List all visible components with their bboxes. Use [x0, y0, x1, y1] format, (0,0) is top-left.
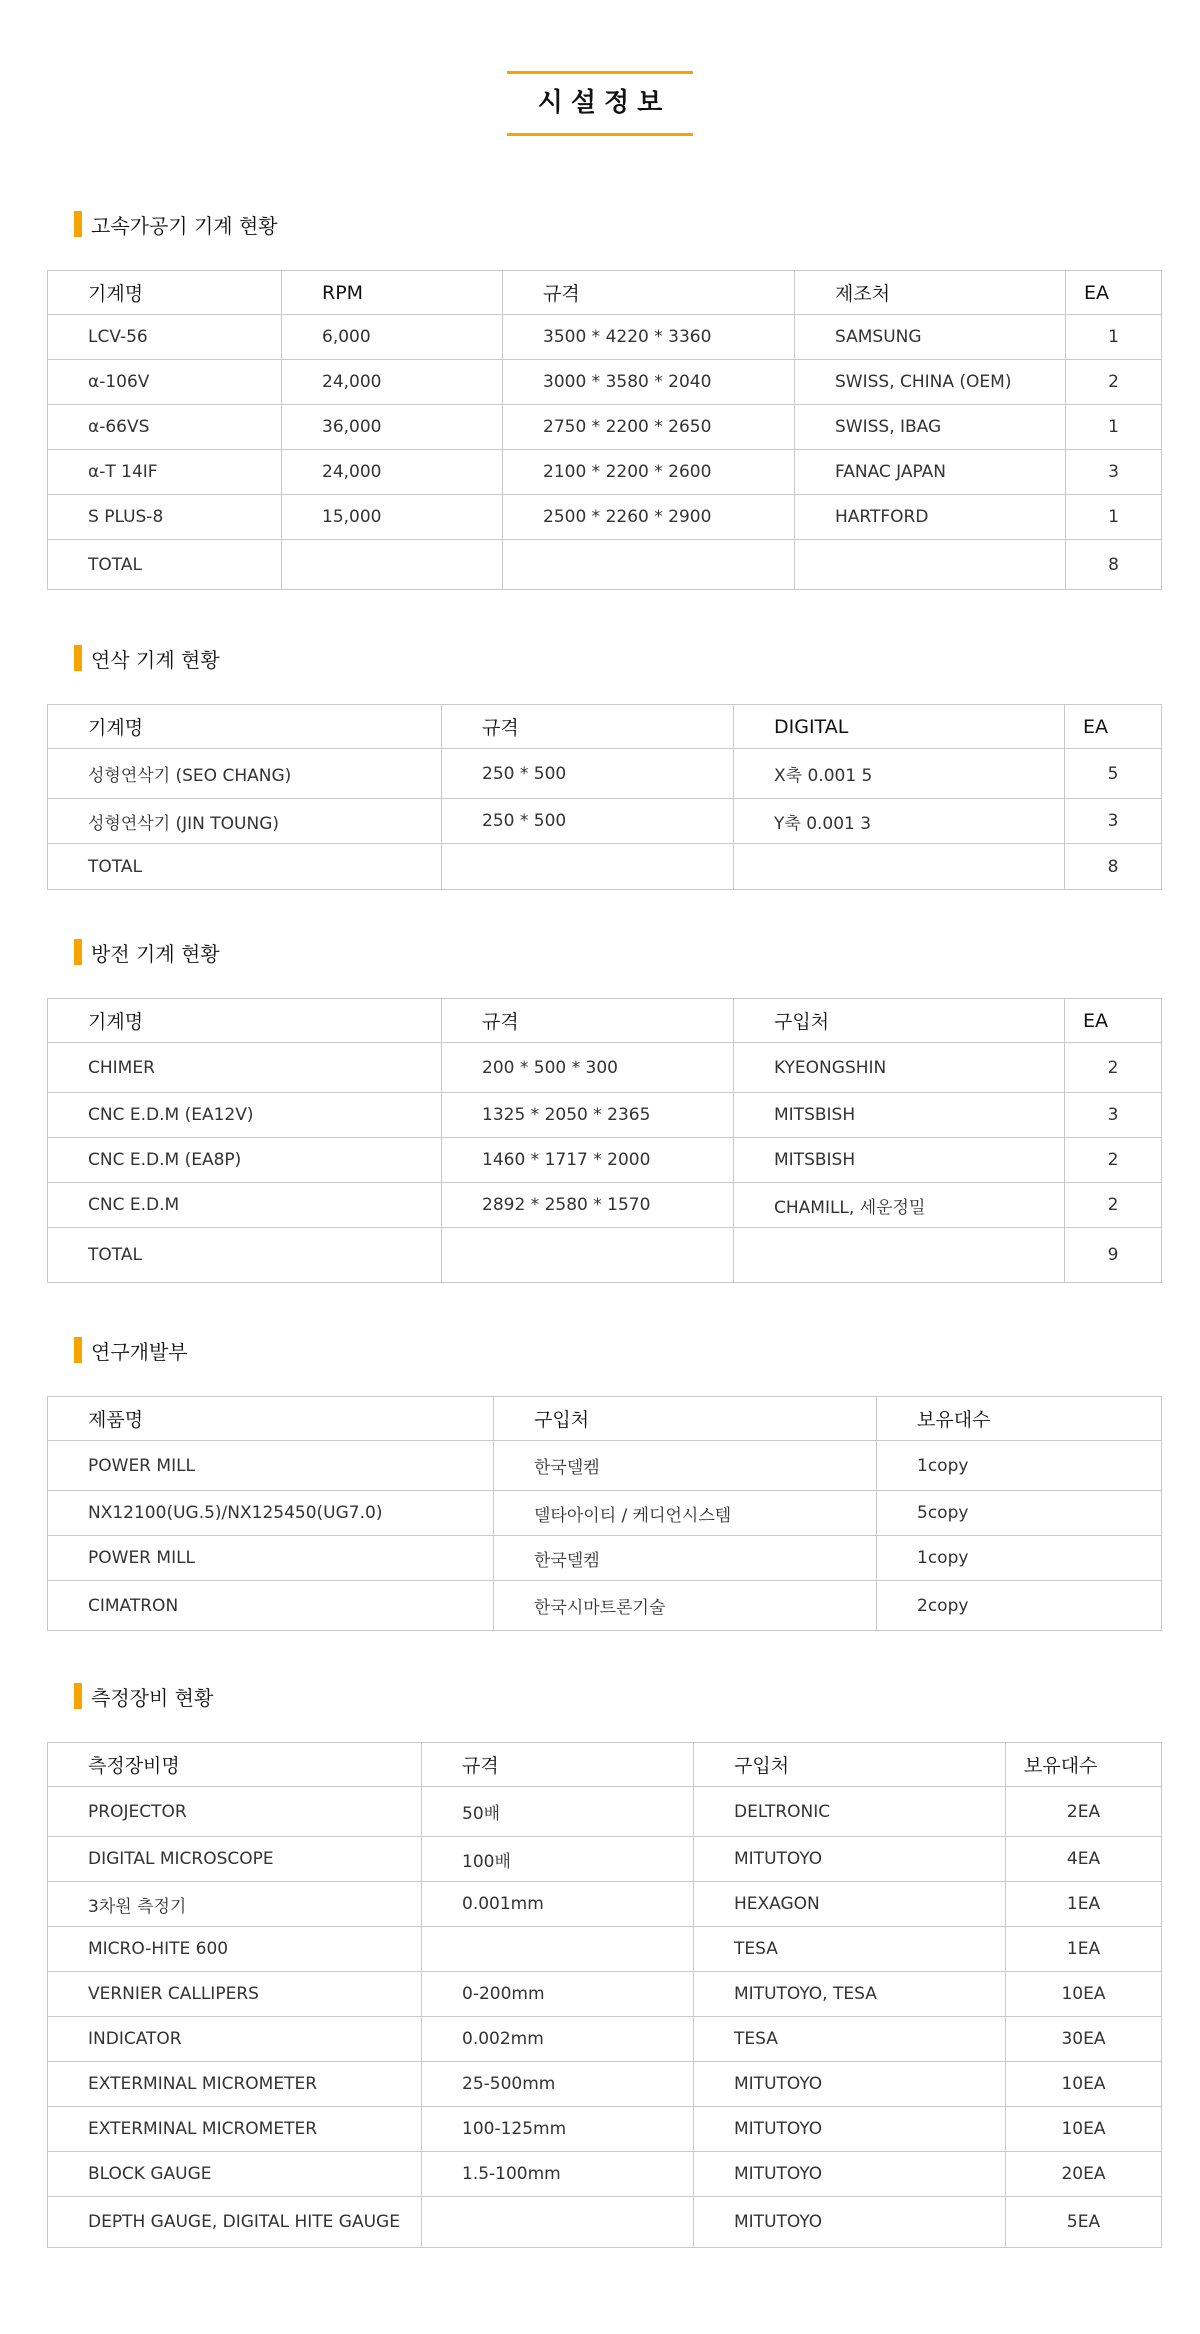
table-row — [48, 1837, 1162, 1882]
table-row — [48, 799, 1162, 844]
table-cell: 4EA — [1006, 1837, 1162, 1882]
column-header: 규격 — [422, 1743, 694, 1787]
table-cell: SAMSUNG — [795, 315, 1066, 360]
table-row — [48, 2017, 1162, 2062]
table-cell: 8 — [1065, 844, 1162, 890]
table-row — [48, 1093, 1162, 1138]
table-cell: POWER MILL — [48, 1441, 494, 1491]
table-row — [48, 495, 1162, 540]
table-cell: 1 — [1066, 495, 1162, 540]
table-cell: POWER MILL — [48, 1536, 494, 1581]
table-cell: 한국델켐 — [494, 1536, 877, 1581]
table-cell: 2EA — [1006, 1787, 1162, 1837]
total-row — [48, 844, 1162, 890]
table-cell: 9 — [1065, 1228, 1162, 1283]
section-title: 연삭 기계 현황 — [91, 647, 220, 672]
table-cell: CIMATRON — [48, 1581, 494, 1631]
table-cell: S PLUS-8 — [48, 495, 282, 540]
table-cell: TOTAL — [48, 1228, 442, 1283]
table-cell: 한국델켐 — [494, 1441, 877, 1491]
table-cell: 성형연삭기 (SEO CHANG) — [48, 749, 442, 799]
table-cell: 25-500mm — [422, 2062, 694, 2107]
table-header-row — [48, 1397, 1162, 1441]
table-cell — [442, 844, 734, 890]
table-cell: Y축 0.001 3 — [734, 799, 1065, 844]
table-cell: NX12100(UG.5)/NX125450(UG7.0) — [48, 1491, 494, 1536]
table-cell: MITSBISH — [734, 1093, 1065, 1138]
table-cell: 10EA — [1006, 2107, 1162, 2152]
table-cell: 6,000 — [282, 315, 503, 360]
table-cell: 0-200mm — [422, 1972, 694, 2017]
table-edm — [47, 998, 1162, 1283]
table-row — [48, 1927, 1162, 1972]
section-header-rnd — [74, 1337, 188, 1363]
table-cell: MITUTOYO — [694, 2062, 1006, 2107]
table-cell: 3 — [1066, 450, 1162, 495]
table-cell: CHAMILL, 세운정밀 — [734, 1183, 1065, 1228]
column-header: 기계명 — [48, 999, 442, 1043]
table-cell — [422, 1927, 694, 1972]
table-cell: MITSBISH — [734, 1138, 1065, 1183]
table-cell: HEXAGON — [694, 1882, 1006, 1927]
table-cell: 2 — [1065, 1043, 1162, 1093]
table-grinding — [47, 704, 1162, 890]
table-cell: 2100 * 2200 * 2600 — [503, 450, 795, 495]
table-cell: HARTFORD — [795, 495, 1066, 540]
section-header-grinding — [74, 645, 220, 671]
table-cell: 50배 — [422, 1787, 694, 1837]
table-cell — [282, 540, 503, 590]
section-marker — [74, 1683, 82, 1709]
section-marker — [74, 211, 82, 237]
column-header: 구입처 — [734, 999, 1065, 1043]
table-cell: CNC E.D.M (EA12V) — [48, 1093, 442, 1138]
table-cell: 250 * 500 — [442, 799, 734, 844]
table-cell: 20EA — [1006, 2152, 1162, 2197]
table-cell: 2 — [1065, 1138, 1162, 1183]
table-cell: 5copy — [877, 1491, 1162, 1536]
table-cell: 1460 * 1717 * 2000 — [442, 1138, 734, 1183]
table-cell: VERNIER CALLIPERS — [48, 1972, 422, 2017]
page-title: 시설정보 — [507, 71, 693, 136]
table-row — [48, 1972, 1162, 2017]
table-cell: 3 — [1065, 799, 1162, 844]
table-cell: MITUTOYO, TESA — [694, 1972, 1006, 2017]
table-cell — [503, 540, 795, 590]
table-cell: SWISS, CHINA (OEM) — [795, 360, 1066, 405]
table-cell: 1copy — [877, 1441, 1162, 1491]
table-cell: 1.5-100mm — [422, 2152, 694, 2197]
table-cell: 한국시마트론기술 — [494, 1581, 877, 1631]
table-row — [48, 1536, 1162, 1581]
table-cell: FANAC JAPAN — [795, 450, 1066, 495]
table-cell: DELTRONIC — [694, 1787, 1006, 1837]
section-title: 고속가공기 기계 현황 — [91, 213, 278, 238]
total-row — [48, 1228, 1162, 1283]
table-cell: 2892 * 2580 * 1570 — [442, 1183, 734, 1228]
table-cell: MICRO-HITE 600 — [48, 1927, 422, 1972]
table-cell: 0.002mm — [422, 2017, 694, 2062]
column-header: 측정장비명 — [48, 1743, 422, 1787]
table-cell: CNC E.D.M (EA8P) — [48, 1138, 442, 1183]
table-cell: EXTERMINAL MICROMETER — [48, 2107, 422, 2152]
table-row — [48, 315, 1162, 360]
table-row — [48, 1183, 1162, 1228]
table-cell: DEPTH GAUGE, DIGITAL HITE GAUGE — [48, 2197, 422, 2248]
table-header-row — [48, 705, 1162, 749]
column-header: DIGITAL — [734, 705, 1065, 749]
table-cell: MITUTOYO — [694, 1837, 1006, 1882]
table-cell: INDICATOR — [48, 2017, 422, 2062]
table-cell: TOTAL — [48, 844, 442, 890]
table-cell: 24,000 — [282, 360, 503, 405]
table-row — [48, 749, 1162, 799]
table-cell: SWISS, IBAG — [795, 405, 1066, 450]
table-header-row — [48, 999, 1162, 1043]
table-cell: MITUTOYO — [694, 2197, 1006, 2248]
column-header: 규격 — [442, 999, 734, 1043]
table-row — [48, 360, 1162, 405]
table-cell — [795, 540, 1066, 590]
table-cell: 100-125mm — [422, 2107, 694, 2152]
table-cell: TESA — [694, 2017, 1006, 2062]
table-cell: 1copy — [877, 1536, 1162, 1581]
table-cell: 0.001mm — [422, 1882, 694, 1927]
section-title: 방전 기계 현황 — [91, 941, 220, 966]
table-row — [48, 1787, 1162, 1837]
table-cell: 2750 * 2200 * 2650 — [503, 405, 795, 450]
column-header: 제조처 — [795, 271, 1066, 315]
table-cell: 2 — [1066, 360, 1162, 405]
section-title: 측정장비 현황 — [91, 1685, 214, 1710]
table-cell: 24,000 — [282, 450, 503, 495]
table-cell: 성형연삭기 (JIN TOUNG) — [48, 799, 442, 844]
table-cell: 10EA — [1006, 1972, 1162, 2017]
table-cell — [734, 1228, 1065, 1283]
table-cell: CHIMER — [48, 1043, 442, 1093]
table-cell: 30EA — [1006, 2017, 1162, 2062]
table-header-row — [48, 1743, 1162, 1787]
column-header: 규격 — [442, 705, 734, 749]
section-marker — [74, 939, 82, 965]
table-cell: KYEONGSHIN — [734, 1043, 1065, 1093]
table-cell: 250 * 500 — [442, 749, 734, 799]
column-header: 기계명 — [48, 705, 442, 749]
table-row — [48, 1441, 1162, 1491]
column-header: EA — [1066, 271, 1162, 315]
column-header: 구입처 — [494, 1397, 877, 1441]
table-cell — [734, 844, 1065, 890]
table-cell: X축 0.001 5 — [734, 749, 1065, 799]
table-cell: 1EA — [1006, 1927, 1162, 1972]
table-row — [48, 2152, 1162, 2197]
table-cell: PROJECTOR — [48, 1787, 422, 1837]
table-cell: 5 — [1065, 749, 1162, 799]
table-cell: 5EA — [1006, 2197, 1162, 2248]
section-header-edm — [74, 939, 220, 965]
table-cell: 델타아이티 / 케디언시스템 — [494, 1491, 877, 1536]
table-cell: 1EA — [1006, 1882, 1162, 1927]
table-cell: 3000 * 3580 * 2040 — [503, 360, 795, 405]
table-cell: 1 — [1066, 405, 1162, 450]
table-row — [48, 1581, 1162, 1631]
table-row — [48, 2107, 1162, 2152]
table-row — [48, 2197, 1162, 2248]
table-cell: MITUTOYO — [694, 2107, 1006, 2152]
table-cell: 2500 * 2260 * 2900 — [503, 495, 795, 540]
table-cell: MITUTOYO — [694, 2152, 1006, 2197]
table-cell — [442, 1228, 734, 1283]
table-cell: 3차원 측정기 — [48, 1882, 422, 1927]
section-header-highspeed — [74, 211, 278, 237]
table-rnd — [47, 1396, 1162, 1631]
table-cell: TESA — [694, 1927, 1006, 1972]
table-cell: 8 — [1066, 540, 1162, 590]
section-header-measure — [74, 1683, 213, 1709]
total-row — [48, 540, 1162, 590]
table-cell: LCV-56 — [48, 315, 282, 360]
table-row — [48, 2062, 1162, 2107]
table-cell: 100배 — [422, 1837, 694, 1882]
table-row — [48, 405, 1162, 450]
table-row — [48, 1043, 1162, 1093]
table-cell: 10EA — [1006, 2062, 1162, 2107]
table-cell — [422, 2197, 694, 2248]
column-header: 구입처 — [694, 1743, 1006, 1787]
table-cell: 2copy — [877, 1581, 1162, 1631]
table-header-row — [48, 271, 1162, 315]
table-cell: DIGITAL MICROSCOPE — [48, 1837, 422, 1882]
table-cell: CNC E.D.M — [48, 1183, 442, 1228]
table-cell: 2 — [1065, 1183, 1162, 1228]
column-header: 기계명 — [48, 271, 282, 315]
column-header: EA — [1065, 999, 1162, 1043]
table-cell: EXTERMINAL MICROMETER — [48, 2062, 422, 2107]
section-title: 연구개발부 — [91, 1339, 188, 1364]
table-row — [48, 1882, 1162, 1927]
table-cell: α-66VS — [48, 405, 282, 450]
column-header: EA — [1065, 705, 1162, 749]
column-header: 보유대수 — [877, 1397, 1162, 1441]
table-cell: 15,000 — [282, 495, 503, 540]
section-marker — [74, 645, 82, 671]
column-header: 보유대수 — [1006, 1743, 1162, 1787]
column-header: 규격 — [503, 271, 795, 315]
table-highspeed — [47, 270, 1162, 590]
table-measure — [47, 1742, 1162, 2248]
table-cell: TOTAL — [48, 540, 282, 590]
table-cell: 36,000 — [282, 405, 503, 450]
column-header: 제품명 — [48, 1397, 494, 1441]
table-cell: 3500 * 4220 * 3360 — [503, 315, 795, 360]
section-marker — [74, 1337, 82, 1363]
column-header: RPM — [282, 271, 503, 315]
table-row — [48, 450, 1162, 495]
table-cell: 200 * 500 * 300 — [442, 1043, 734, 1093]
table-row — [48, 1138, 1162, 1183]
page-title-wrap — [0, 71, 1200, 136]
table-cell: 1 — [1066, 315, 1162, 360]
table-cell: 1325 * 2050 * 2365 — [442, 1093, 734, 1138]
table-row — [48, 1491, 1162, 1536]
table-cell: BLOCK GAUGE — [48, 2152, 422, 2197]
table-cell: 3 — [1065, 1093, 1162, 1138]
table-cell: α-T 14IF — [48, 450, 282, 495]
table-cell: α-106V — [48, 360, 282, 405]
